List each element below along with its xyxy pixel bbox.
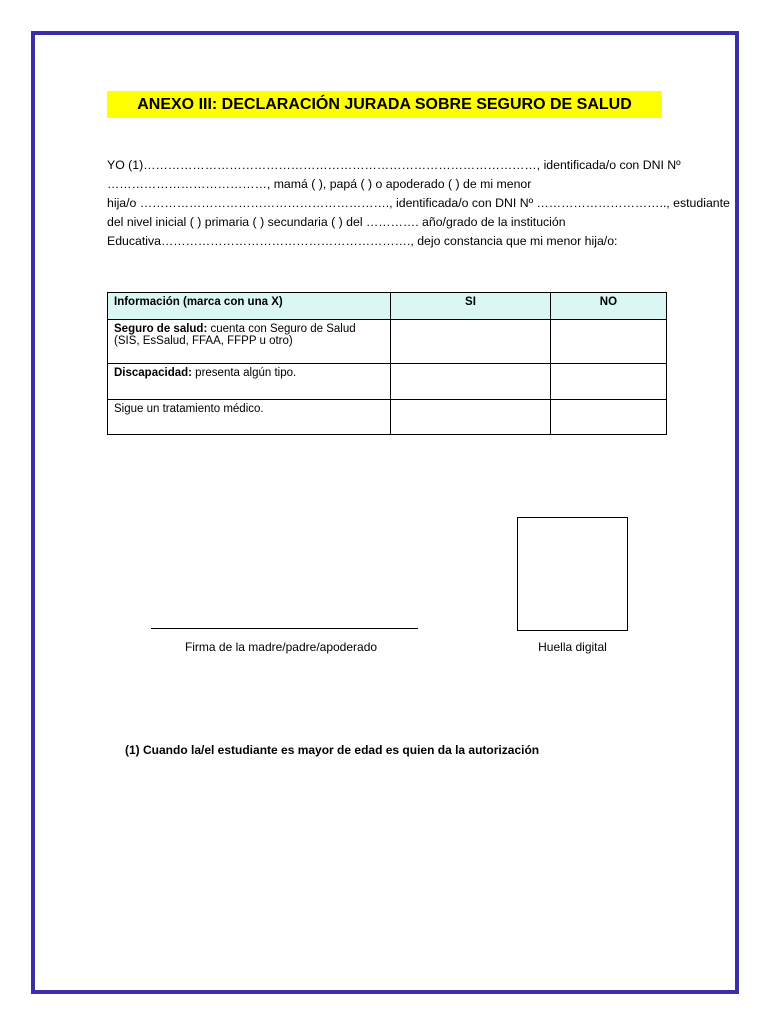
declaration-paragraph	[107, 156, 730, 251]
header-si: SI	[391, 293, 551, 320]
cell-no-discapacidad[interactable]	[550, 364, 666, 400]
header-informacion: Información (marca con una X)	[108, 293, 391, 320]
table-row	[108, 364, 667, 400]
table-row	[108, 320, 667, 364]
fingerprint-box[interactable]	[517, 517, 628, 631]
row-label-discapacidad	[108, 364, 391, 400]
paragraph-line-1-a: YO (1)……………………………………………………………………………………,	[107, 158, 541, 172]
row-label-rest: cuenta con Seguro de Salud (SIS, EsSalud, FFAA, FFPP u otro)	[114, 323, 356, 347]
header-no: NO	[550, 293, 666, 320]
cell-si-discapacidad[interactable]	[391, 364, 551, 400]
row-label-rest: presenta algún tipo.	[191, 367, 297, 379]
paragraph-line-1-b: identificada/o con DNI Nº	[543, 158, 681, 172]
paragraph-line-2: …………………………………, mamá ( ), papá ( ) o apoderado ( ) de mi menor	[107, 177, 532, 191]
row-label-bold: Discapacidad:	[114, 367, 192, 379]
info-table	[107, 292, 667, 435]
paragraph-line-1	[107, 156, 681, 175]
row-label-bold: Seguro de salud:	[114, 323, 208, 335]
paragraph-line-3: hija/o ……………………………………………………., identificada/o con DNI Nº ………………………….., estudiante	[107, 196, 730, 210]
paragraph-line-4: del nivel inicial ( ) primaria ( ) secundaria ( ) del …………. año/grado de la institución	[107, 215, 566, 229]
cell-no-seguro[interactable]	[550, 320, 666, 364]
fingerprint-label: Huella digital	[538, 640, 607, 654]
paragraph-line-5: Educativa……………………………………………………., dejo constancia que mi menor hija/o:	[107, 234, 618, 248]
signature-line[interactable]	[151, 628, 418, 629]
footnote: (1) Cuando la/el estudiante es mayor de edad es quien da la autorización	[125, 743, 540, 757]
cell-si-tratamiento[interactable]	[391, 400, 551, 435]
row-label-tratamiento	[108, 400, 391, 435]
table-header-row	[108, 293, 667, 320]
signature-label: Firma de la madre/padre/apoderado	[184, 640, 378, 654]
document-title	[107, 91, 662, 118]
row-label-rest: Sigue un tratamiento médico.	[114, 403, 264, 415]
title-text: ANEXO III: DECLARACIÓN JURADA SOBRE SEGURO DE SALUD	[137, 95, 632, 113]
cell-no-tratamiento[interactable]	[550, 400, 666, 435]
row-label-seguro	[108, 320, 391, 364]
cell-si-seguro[interactable]	[391, 320, 551, 364]
table-row	[108, 400, 667, 435]
